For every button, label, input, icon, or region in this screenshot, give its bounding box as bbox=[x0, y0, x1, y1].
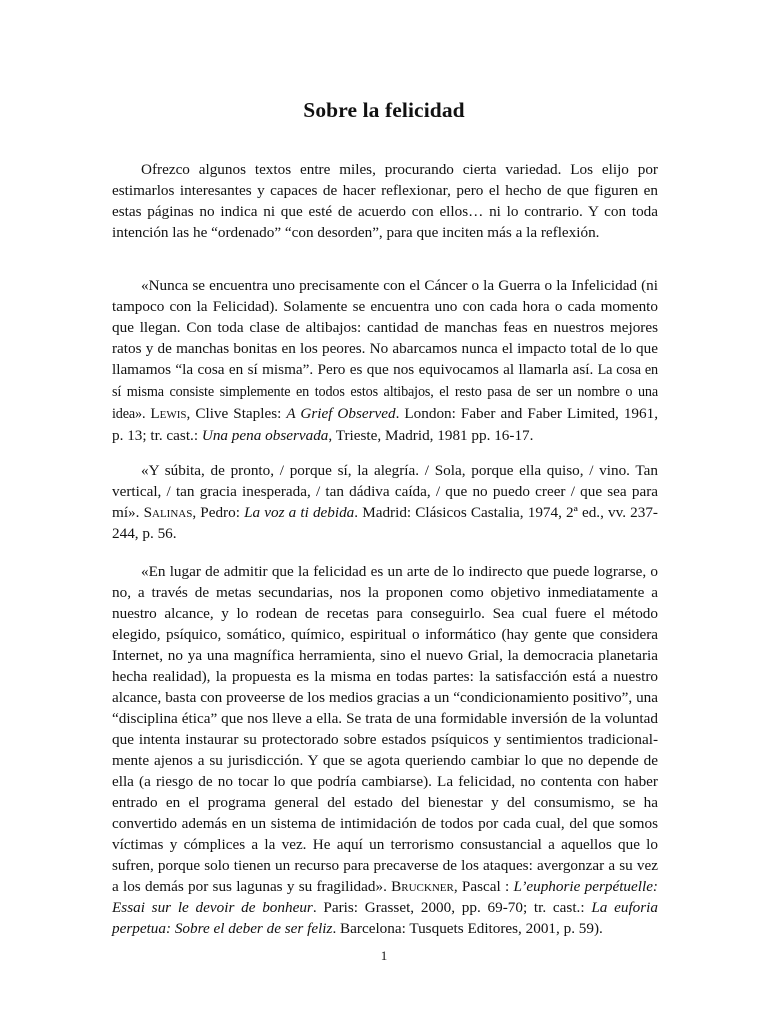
quote-bruckner-author: Bruckner bbox=[391, 878, 454, 895]
quote-lewis-body-tight: La cosa en sí misma consiste simplemente en todos estos altibajos, el resto pasa de ser un nombre o una idea». bbox=[112, 362, 658, 422]
quote-bruckner-body: «En lugar de admitir que la felicidad es un arte de lo indirecto que puede lograrse, o no, a través de metas secundarias, nos la proponen como objetivo inmediatamente a nuestro alcance, y lo rodean de recetas para conseguirlo. Sea cual fuere el método elegido, psíquico, somático, químico, espiritual o informático (hay gente que considera Internet, no ya una magnífica herramienta, sino el nuevo Grial, la democracia planetaria hecha realidad), la propuesta es la misma en todas partes: la satisfacción está a nuestro alcance, basta con proveerse de los medios gracias a un “condicionamiento positivo”, una “disciplina ética” que nos lleve a ella. Se trata de una formidable inversión de la voluntad que intenta instaurar su protectorado sobre estados psíquicos y sentimientos tradicionalmente ajenos a su jurisdicción. Y que se agota queriendo cambiar lo que no depende de ella (a riesgo de no tocar lo que podría cambiarse). La felicidad, no contenta con haber entrado en el programa general del estado del bienestar y del consumismo, se ha convertido además en un sistema de intimidación de todos por cada cual, del que somos víctimas y cómplices a la vez. He aquí un terrorismo consustancial a aquellos que lo sufren, porque solo tienen un recurso para precaverse de los ataques: avergonzar a su vez a los demás por sus lagunas y su fragilidad». bbox=[112, 563, 658, 895]
quote-bruckner-author-rest: , Pascal : bbox=[453, 878, 514, 895]
quote-lewis-body: «Nunca se encuentra uno precisamente con el Cáncer o la Guerra o la Infelicidad (ni tampoco con la Felicidad). Solamente se encuentra uno con cada hora o cada momento que llegan. Con toda clase de altibajos: cantidad de manchas feas en nuestros mejores ratos y de manchas bonitas en los peores. No abarcamos nunca el impacto total de lo que llamamos “la cosa en sí misma”. Pero es que nos equivocamos al llamarla así. bbox=[112, 277, 658, 378]
quote-bruckner-translation: La euforia perpetua: Sobre el deber de ser feliz bbox=[112, 899, 658, 937]
page-title: Sobre la felicidad bbox=[303, 98, 465, 122]
quote-lewis-paragraph bbox=[112, 275, 658, 446]
quote-salinas-publication: . Madrid: Clásicos Castalia, 1974, 2ª ed., vv. 237-244, p. 56. bbox=[112, 504, 658, 542]
quote-bruckner-publication-2: . Barcelona: Tusquets Editores, 2001, p. 59). bbox=[332, 920, 603, 937]
quote-salinas-author: Salinas bbox=[143, 504, 193, 521]
quote-lewis-author: Lewis bbox=[150, 405, 187, 422]
quote-salinas-author-rest: , Pedro: bbox=[192, 504, 245, 521]
intro-paragraph: Ofrezco algunos textos entre miles, procurando cierta variedad. Los elijo por estimarlos interesantes y capaces de hacer reflexionar, pero el hecho de que figuren en estas páginas no indica ni que esté de acuerdo con ellos… ni lo contrario. Y con toda intención las he “ordenado” “con desorden”, para que inciten más a la reflexión. bbox=[112, 161, 658, 241]
quote-bruckner-work: L’euphorie perpétuelle: Essai sur le devoir de bonheur bbox=[112, 878, 658, 916]
quote-salinas-body: «Y súbita, de pronto, / porque sí, la alegría. / Sola, porque ella quiso, / vino. Tan vertical, / tan gracia inesperada, / tan dádiva caída, / que no puedo creer / que sea para mí». bbox=[112, 462, 658, 521]
quote-bruckner-publication: . Paris: Grasset, 2000, pp. 69-70; tr. cast.: bbox=[312, 899, 592, 916]
page-number: 1 bbox=[380, 948, 388, 963]
quote-lewis-translation: Una pena observada bbox=[201, 427, 329, 444]
quote-lewis-publication-2: , Trieste, Madrid, 1981 pp. 16-17. bbox=[328, 427, 534, 444]
quote-lewis-publication: . London: Faber and Faber Limited, 1961, p. 13; tr. cast.: bbox=[112, 405, 659, 444]
quote-lewis-author-rest: , Clive Staples: bbox=[186, 405, 287, 422]
quote-lewis-work: A Grief Observed bbox=[286, 405, 396, 422]
quote-bruckner-paragraph bbox=[112, 561, 658, 939]
quote-salinas-work: La voz a ti debida bbox=[244, 504, 355, 521]
quote-salinas-paragraph bbox=[112, 460, 658, 544]
